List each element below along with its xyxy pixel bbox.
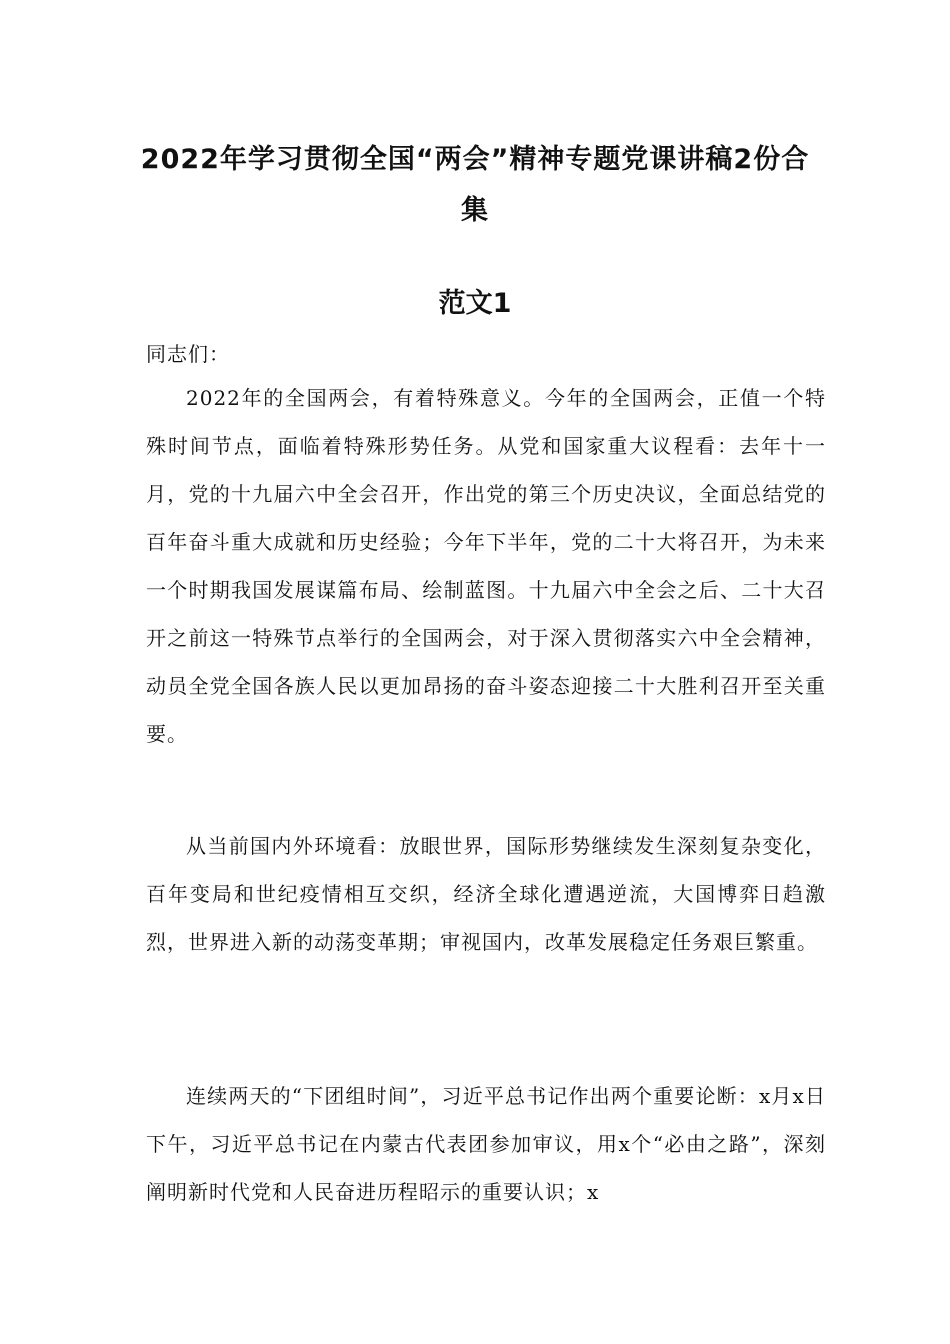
document-title: 2022年学习贯彻全国“两会”精神专题党课讲稿2份合集 — [140, 144, 810, 226]
salutation: 同志们： — [146, 342, 230, 366]
section-heading: 范文1 — [438, 288, 512, 319]
body-paragraph-2: 从当前国内外环境看：放眼世界，国际形势继续发生深刻复杂变化，百年变局和世纪疫情相互交织，经济全球化遭遇逆流，大国博弈日趋激烈，世界进入新的动荡变革期；审视国内，改革发展稳定任务艰巨繁重。 — [146, 834, 826, 954]
body-paragraph-3: 连续两天的“下团组时间”，习近平总书记作出两个重要论断：x月x日下午，习近平总书记在内蒙古代表团参加审议，用x个“必由之路”，深刻阐明新时代党和人民奋进历程昭示的重要认识；x — [146, 1084, 826, 1204]
body-paragraph-1: 2022年的全国两会，有着特殊意义。今年的全国两会，正值一个特殊时间节点，面临着特殊形势任务。从党和国家重大议程看：去年十一月，党的十九届六中全会召开，作出党的第三个历史决议，全面总结党的百年奋斗重大成就和历史经验；今年下半年，党的二十大将召开，为未来一个时期我国发展谋篇布局、绘制蓝图。十九届六中全会之后、二十大召开之前这一特殊节点举行的全国两会，对于深入贯彻落实六中全会精神，动员全党全国各族人民以更加昂扬的奋斗姿态迎接二十大胜利召开至关重要。 — [146, 386, 826, 746]
